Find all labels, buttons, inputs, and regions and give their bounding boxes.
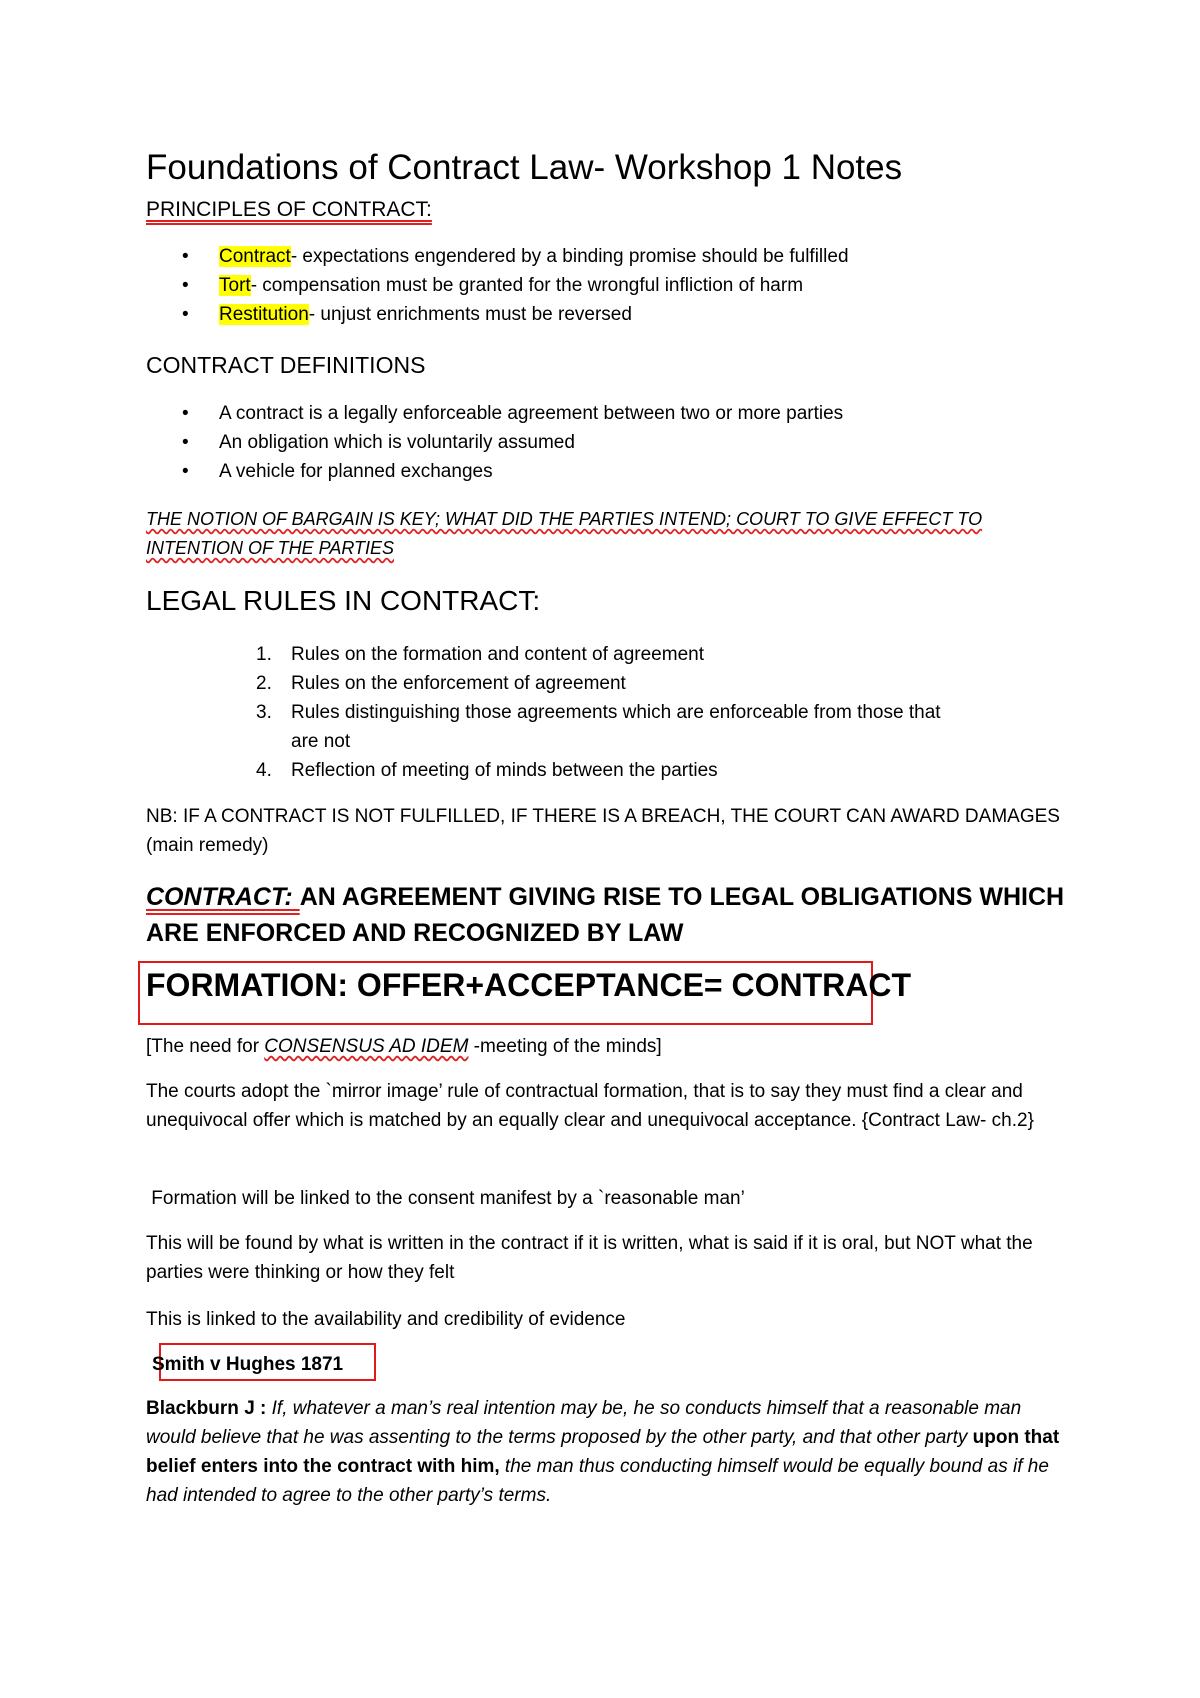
contract-definition-text: AN AGREEMENT GIVING RISE TO LEGAL OBLIGATIONS WHICH ARE ENFORCED AND RECOGNIZED BY LAW [146,883,1065,947]
list-item [146,756,966,785]
contract-definition [146,879,1086,951]
item-text: - expectations engendered by a binding promise should be fulfilled [290,246,849,267]
quote-part-2: the man thus conducting himself would be equally bound as if he had intended to agree to the other party’s terms. [146,1456,1049,1506]
principles-list [146,242,1046,329]
item-text: Reflection of meeting of minds between the parties [291,760,718,781]
definitions-list [146,399,1046,486]
item-number: 3. [256,702,272,723]
case-name: Smith v Hughes 1871 [152,1354,344,1375]
notion-statement: THE NOTION OF BARGAIN IS KEY; WHAT DID THE PARTIES INTEND; COURT TO GIVE EFFECT TO INTENTION OF THE PARTIES [146,509,983,558]
legal-rules-list [146,640,966,785]
list-item [146,242,1046,271]
item-number: 2. [256,673,272,694]
nb-note: NB: IF A CONTRACT IS NOT FULFILLED, IF THERE IS A BREACH, THE COURT CAN AWARD DAMAGES (main remedy) [146,806,1060,856]
list-item: • An obligation which is voluntarily assumed [146,428,1046,457]
item-text: - unjust enrichments must be reversed [308,304,632,325]
blackburn-quote [146,1394,1076,1510]
evidence-paragraph: This is linked to the availability and credibility of evidence [146,1309,626,1330]
legal-rules-heading: LEGAL RULES IN CONTRACT: [146,585,541,616]
highlighted-term: Contract [219,246,291,267]
item-number: 1. [256,644,272,665]
consensus-term: CONSENSUS AD IDEM [264,1036,469,1057]
consensus-pre: [The need for [146,1036,265,1057]
principles-heading: PRINCIPLES OF CONTRACT: [146,198,432,221]
item-text: Rules on the enforcement of agreement [291,673,626,694]
definitions-heading: CONTRACT DEFINITIONS [146,352,426,378]
item-number: 4. [256,760,272,781]
found-by-paragraph: This will be found by what is written in the contract if it is written, what is said if it is oral, but NOT what the parties were thinking or how they felt [146,1233,1033,1283]
item-text: - compensation must be granted for the wrongful infliction of harm [250,275,804,296]
list-item [146,669,966,698]
highlighted-term: Tort [219,275,251,296]
consensus-post: -meeting of the minds] [468,1036,662,1057]
contract-label: CONTRACT: [146,883,300,911]
list-item [146,271,1046,300]
consensus-line [146,1032,1076,1061]
list-item [146,640,966,669]
list-item [146,698,966,756]
reasonable-man-paragraph: Formation will be linked to the consent manifest by a `reasonable man’ [146,1188,745,1209]
list-item: • A contract is a legally enforceable agreement between two or more parties [146,399,1046,428]
mirror-image-paragraph: The courts adopt the `mirror image’ rule of contractual formation, that is to say they must find a clear and unequivocal offer which is matched by an equally clear and unequivocal acceptance. {Contract Law- ch.2} [146,1081,1034,1131]
formation-heading: FORMATION: OFFER+ACCEPTANCE= CONTRACT [146,967,912,1003]
item-text: Rules distinguishing those agreements which are enforceable from those that are not [291,702,941,752]
list-item [146,300,1046,329]
list-item: • A vehicle for planned exchanges [146,457,1046,486]
document-title: Foundations of Contract Law- Workshop 1 Notes [146,148,903,187]
quote-part-1: If, whatever a man’s real intention may be, he so conducts himself that a reasonable man would believe that he was assenting to the terms proposed by the other party, and that other party [146,1398,1022,1448]
item-text: Rules on the formation and content of agreement [291,644,704,665]
quote-bold: upon that belief enters into the contract with him, [146,1427,1060,1477]
highlighted-term: Restitution [219,304,309,325]
judge-name: Blackburn J : [146,1398,272,1419]
